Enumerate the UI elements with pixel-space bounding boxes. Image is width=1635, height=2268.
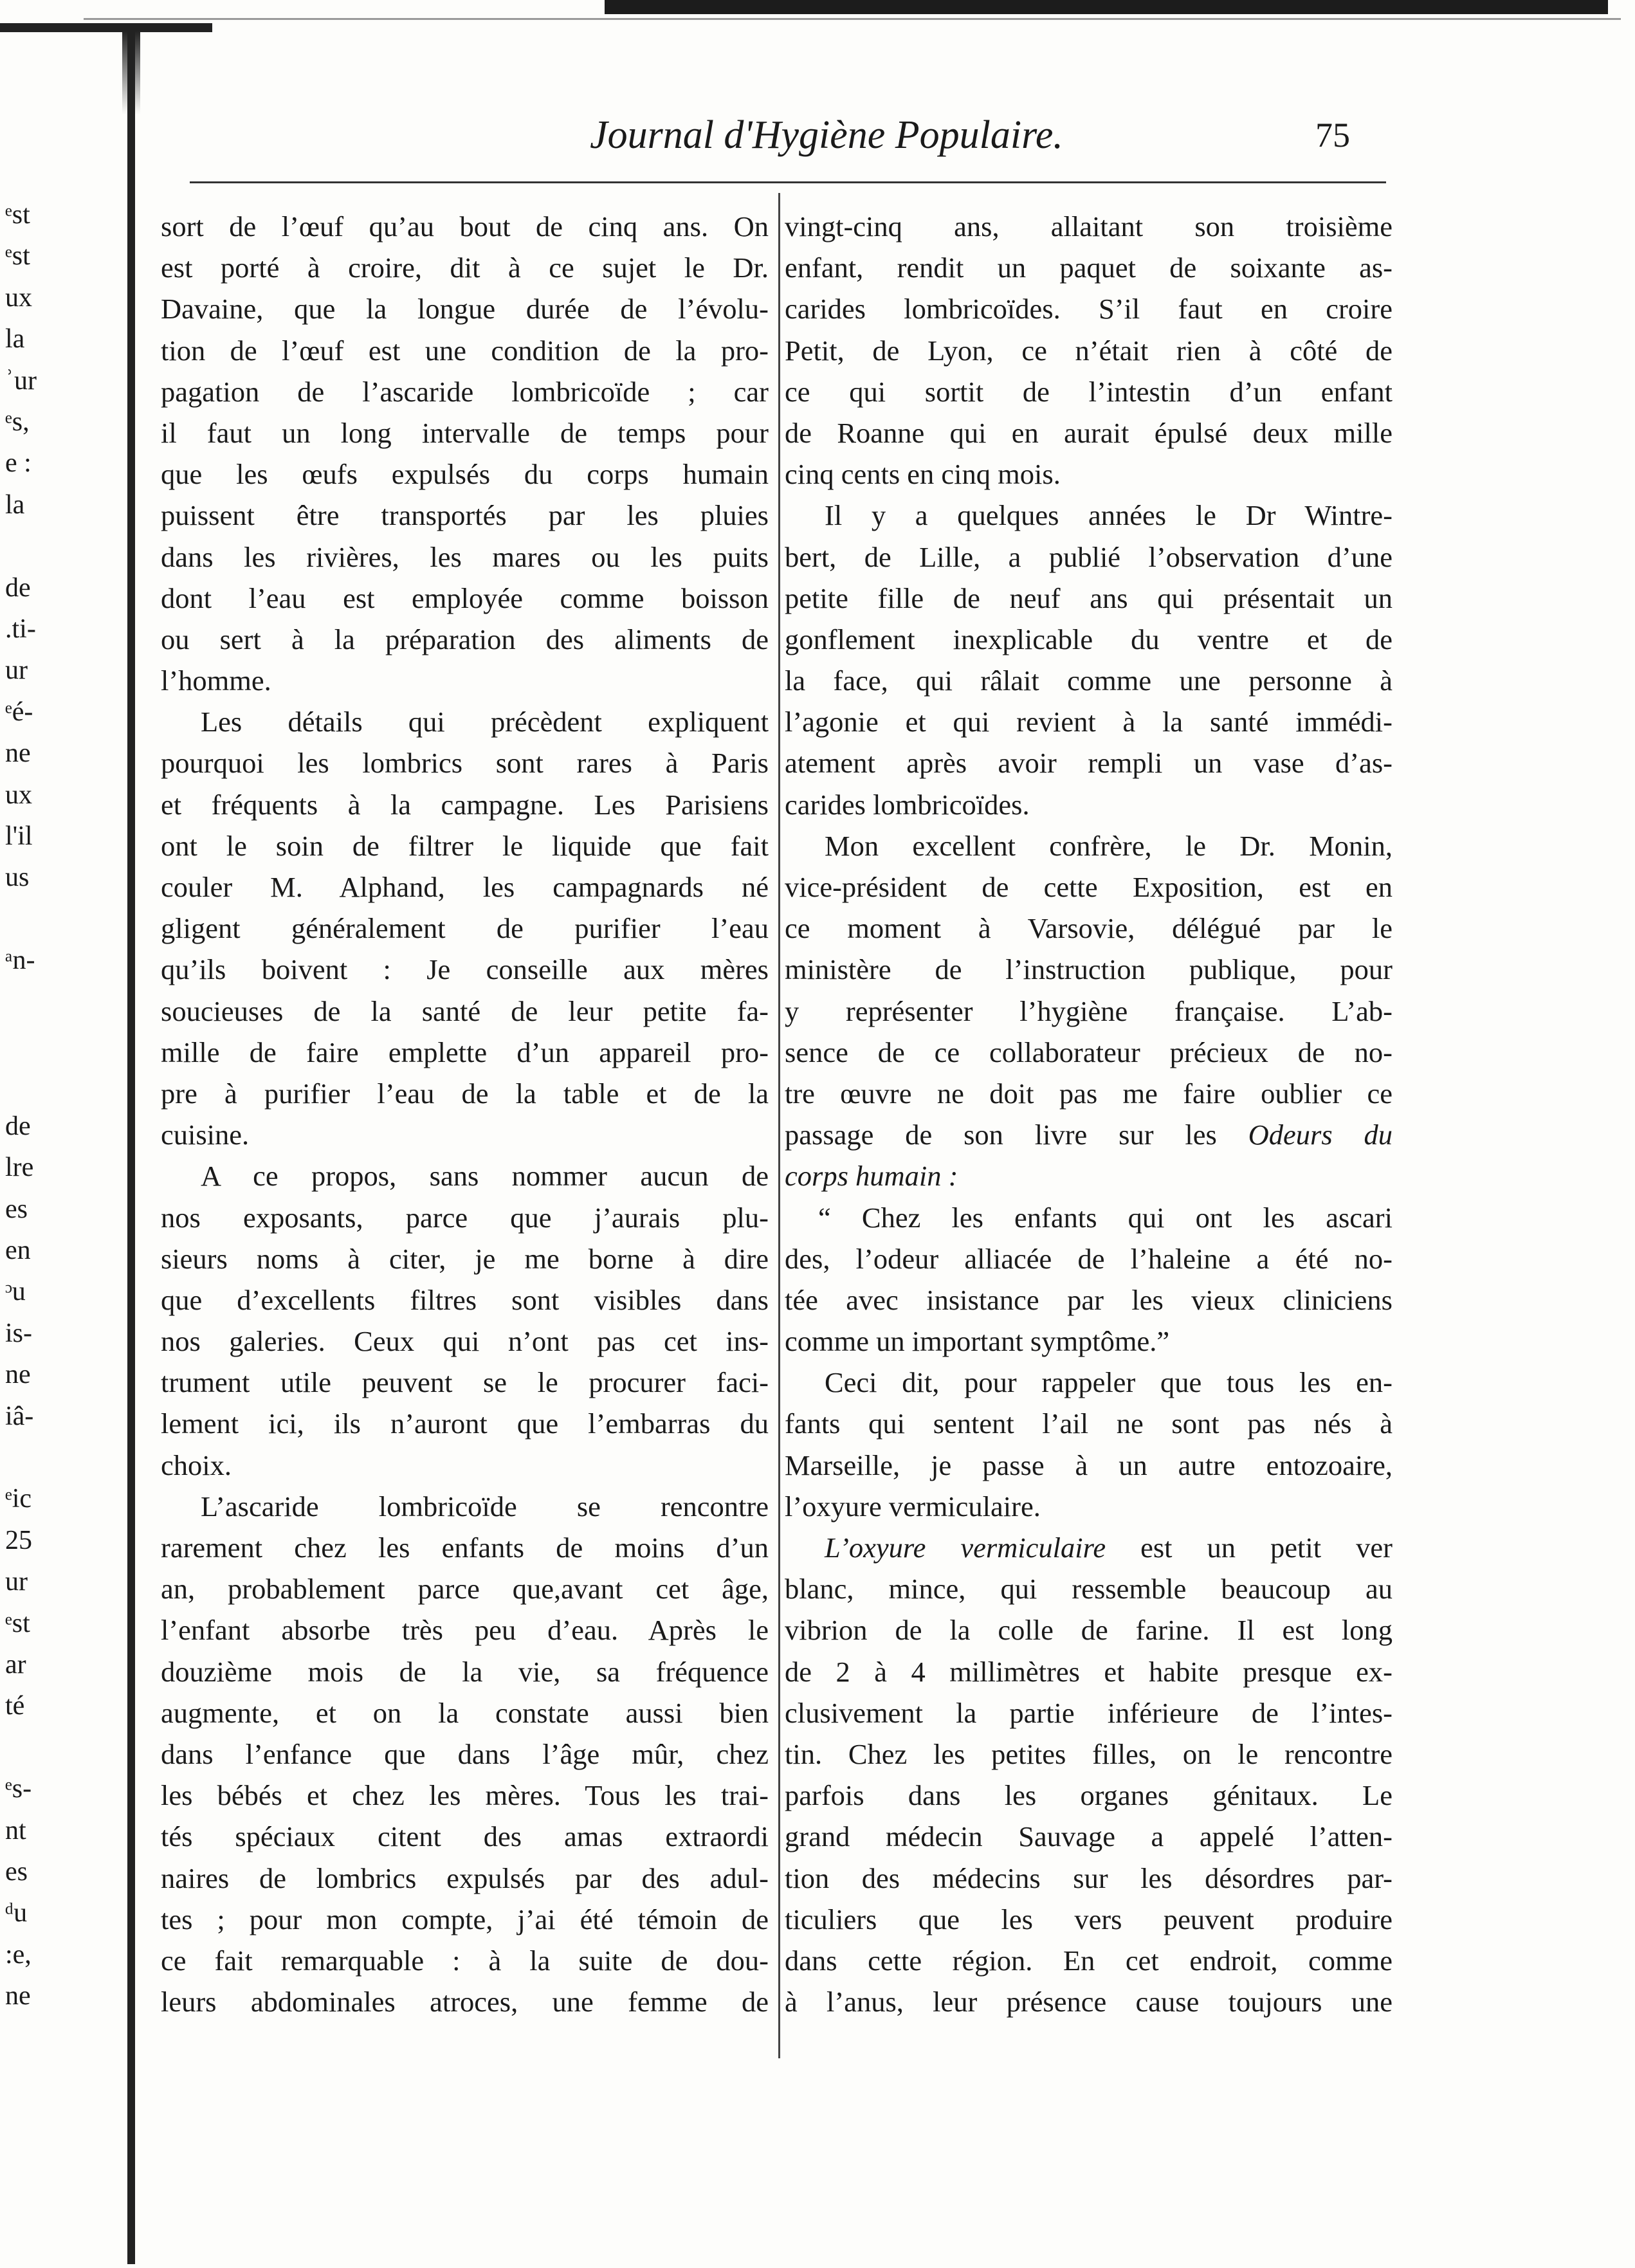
line-text: nos galeries. Ceux qui n’ont pas cet ins- — [161, 1325, 769, 1358]
text-line — [161, 1073, 769, 1114]
line-text: ministère de l’instruction publique, pour — [785, 953, 1393, 986]
text-line — [161, 412, 769, 453]
margin-fragment: de — [5, 1111, 31, 1141]
text-line — [161, 1692, 769, 1733]
margin-fragment: ux — [5, 282, 32, 313]
text-line — [161, 866, 769, 908]
line-text: leurs abdominales atroces, une femme de — [161, 1986, 769, 2018]
margin-fragment: l'il — [5, 821, 33, 851]
text-line — [785, 619, 1393, 660]
text-line — [785, 991, 1393, 1032]
line-text: il faut un long intervalle de temps pour — [161, 416, 769, 449]
line-text: vingt-cinq ans, allaitant son troisième — [785, 210, 1393, 242]
margin-fragment: ᵉst — [5, 241, 30, 271]
line-text: gligent généralement de purifier l’eau — [161, 912, 769, 945]
text-line — [785, 784, 1393, 825]
margin-fragment: ᵉs, — [5, 407, 30, 437]
left-column — [161, 206, 769, 2022]
right-column — [785, 206, 1393, 2022]
line-text: cuisine. — [161, 1119, 250, 1151]
text-line — [161, 825, 769, 866]
line-text: parfois dans les organes génitaux. Le — [785, 1779, 1393, 1812]
line-text: que les œufs expulsés du corps humain — [161, 458, 769, 491]
line-text: L’ascaride lombricoïde se rencontre — [201, 1490, 769, 1523]
text-line — [785, 288, 1393, 329]
margin-fragment: is- — [5, 1318, 32, 1348]
text-line — [161, 1032, 769, 1073]
text-line — [785, 412, 1393, 453]
text-line — [785, 371, 1393, 412]
line-text: an, probablement parce que,avant cet âge, — [161, 1573, 769, 1605]
line-text: l’enfant absorbe très peu d’eau. Après le — [161, 1614, 769, 1647]
margin-fragment: 25 — [5, 1525, 32, 1555]
line-text: sort de l’œuf qu’au bout de cinq ans. On — [161, 210, 769, 242]
text-line — [785, 1197, 1393, 1238]
text-line — [785, 1816, 1393, 1857]
text-line — [785, 536, 1393, 578]
margin-fragment: ᵓu — [5, 1277, 26, 1307]
line-text: ce qui sortit de l’intestin d’un enfant — [785, 375, 1393, 408]
line-text: de 2 à 4 millimètres et habite presque ex- — [785, 1655, 1393, 1688]
text-line — [785, 247, 1393, 288]
binding-spine — [127, 26, 135, 2264]
line-text: tion de l’œuf est une condition de la pro- — [161, 334, 769, 367]
line-text: fants qui sentent l’ail ne sont pas nés à — [785, 1407, 1393, 1440]
text-line — [161, 1403, 769, 1444]
line-text: choix. — [161, 1449, 232, 1481]
header-rule — [190, 181, 1386, 183]
line-text: nos exposants, parce que j’aurais plu- — [161, 1201, 769, 1234]
line-text: bert, de Lille, a publié l’observation d’une — [785, 540, 1393, 573]
margin-fragment: es — [5, 1857, 28, 1887]
text-line — [785, 1981, 1393, 2022]
margin-fragment: ar — [5, 1650, 26, 1679]
margin-fragment: ne — [5, 738, 31, 769]
line-text: grand médecin Sauvage a appelé l’atten- — [785, 1820, 1393, 1853]
text-line — [785, 908, 1393, 949]
text-line — [785, 742, 1393, 783]
margin-fragment: ᵃn- — [5, 946, 35, 976]
text-line — [785, 949, 1393, 990]
text-line — [785, 1651, 1393, 1692]
text-line — [785, 1321, 1393, 1362]
margin-fragment: lre — [5, 1153, 34, 1183]
italic-title: corps humain : — [785, 1160, 958, 1193]
line-text: mille de faire emplette d’un appareil pro- — [161, 1036, 769, 1068]
text-line — [161, 1238, 769, 1279]
line-text: ticuliers que les vers peuvent produire — [785, 1903, 1393, 1935]
text-line — [785, 206, 1393, 247]
text-line — [161, 1651, 769, 1692]
text-line — [785, 1114, 1393, 1155]
text-line — [785, 1858, 1393, 1899]
line-text: carides lombricoïdes. S’il faut en croire — [785, 293, 1393, 325]
line-text: blanc, mince, qui ressemble beaucoup au — [785, 1573, 1393, 1605]
line-text: tin. Chez les petites filles, on le rencontre — [785, 1737, 1393, 1770]
text-line — [785, 578, 1393, 619]
line-text: des, l’odeur alliacée de l’haleine a été no- — [785, 1242, 1393, 1275]
text-line — [161, 578, 769, 619]
line-text: Il y a quelques années le Dr Wintre- — [825, 499, 1393, 532]
line-text: trument utile peuvent se le procurer faci- — [161, 1366, 769, 1399]
line-text: douzième mois de la vie, sa fréquence — [161, 1655, 769, 1688]
line-text: les bébés et chez les mères. Tous les trai- — [161, 1779, 769, 1812]
line-text: tre œuvre ne doit pas me faire oublier ce — [785, 1077, 1393, 1110]
line-text: l’homme. — [161, 664, 271, 697]
margin-fragment: ne — [5, 1981, 31, 2011]
top-thin-rule — [84, 18, 1621, 20]
margin-fragment: la — [5, 324, 25, 354]
margin-fragment: té — [5, 1691, 25, 1721]
line-text: Marseille, je passe à un autre entozoaire, — [785, 1449, 1393, 1481]
margin-fragment: es — [5, 1194, 28, 1224]
italic-term: L’oxyure vermiculaire — [825, 1532, 1106, 1564]
line-text: vice-président de cette Exposition, est en — [785, 871, 1393, 903]
line-text: la face, qui râlait comme une personne à — [785, 664, 1393, 697]
line-text: passage de son livre sur les — [785, 1119, 1217, 1151]
text-line — [161, 1733, 769, 1775]
line-text: tion des médecins sur les désordres par- — [785, 1861, 1393, 1894]
text-line — [785, 660, 1393, 701]
text-line — [161, 991, 769, 1032]
margin-fragment: ʾur — [5, 365, 37, 396]
line-text: tés spéciaux citent des amas extraordi — [161, 1820, 769, 1853]
top-edge-rule — [605, 0, 1608, 14]
line-text: cinq cents en cinq mois. — [785, 458, 1061, 491]
line-text: dans l’enfance que dans l’âge mûr, chez — [161, 1737, 769, 1770]
text-line — [161, 1981, 769, 2022]
line-text: Mon excellent confrère, le Dr. Monin, — [825, 829, 1393, 862]
text-line — [161, 536, 769, 578]
text-line — [161, 1940, 769, 1981]
text-line — [785, 1486, 1393, 1527]
text-line — [161, 949, 769, 990]
line-text: enfant, rendit un paquet de soixante as- — [785, 251, 1393, 284]
line-text: carides lombricoïdes. — [785, 788, 1030, 821]
text-line — [161, 619, 769, 660]
text-line — [785, 1279, 1393, 1321]
line-text: ce fait remarquable : à la suite de dou- — [161, 1944, 769, 1977]
column-divider — [778, 193, 780, 2058]
margin-fragment: ur — [5, 1567, 28, 1597]
margin-fragment: de — [5, 572, 31, 603]
margin-fragment: ux — [5, 780, 32, 810]
line-text: dans les rivières, les mares ou les puits — [161, 540, 769, 573]
text-line — [785, 1568, 1393, 1609]
line-text: et fréquents à la campagne. Les Parisiens — [161, 788, 769, 821]
margin-fragment: .ti- — [5, 614, 36, 644]
line-text: couler M. Alphand, les campagnards né — [161, 871, 769, 903]
line-text: Ceci dit, pour rappeler que tous les en- — [825, 1366, 1393, 1399]
line-text: petite fille de neuf ans qui présentait un — [785, 581, 1393, 614]
text-line — [161, 742, 769, 783]
line-text: Petit, de Lyon, ce n’était rien à côté de — [785, 334, 1393, 367]
text-line — [161, 495, 769, 536]
text-line — [161, 453, 769, 495]
margin-fragment: ᵉst — [5, 1608, 30, 1638]
text-line — [785, 1238, 1393, 1279]
line-text: l’agonie et qui revient à la santé immédi- — [785, 706, 1393, 738]
margin-fragment: ᵉst — [5, 200, 30, 230]
line-text: qu’ils boivent : Je conseille aux mères — [161, 953, 769, 986]
line-text: pre à purifier l’eau de la table et de la — [161, 1077, 769, 1110]
text-line — [785, 1155, 1393, 1196]
text-line — [785, 1032, 1393, 1073]
line-text: dans cette région. En cet endroit, comme — [785, 1944, 1393, 1977]
line-text: vibrion de la colle de farine. Il est long — [785, 1614, 1393, 1647]
running-header — [148, 113, 1563, 170]
line-text: rarement chez les enfants de moins d’un — [161, 1532, 769, 1564]
line-text: naires de lombrics expulsés par des adul- — [161, 1861, 769, 1894]
text-line — [161, 1279, 769, 1321]
text-line — [161, 1155, 769, 1196]
italic-title: Odeurs du — [1248, 1119, 1393, 1151]
text-line — [161, 1362, 769, 1403]
line-text: atement après avoir rempli un vase d’as- — [785, 747, 1393, 780]
line-text: “ Chez les enfants qui ont les ascari — [818, 1201, 1393, 1234]
text-line — [785, 1733, 1393, 1775]
margin-fragment: us — [5, 863, 30, 893]
text-line — [161, 1114, 769, 1155]
margin-fragment: ne — [5, 1360, 31, 1390]
text-line — [161, 1527, 769, 1568]
text-line — [161, 1858, 769, 1899]
text-line — [785, 1899, 1393, 1940]
text-line — [785, 1362, 1393, 1403]
line-text: dont l’eau est employée comme boisson — [161, 581, 769, 614]
text-line — [785, 701, 1393, 742]
margin-fragment: e : — [5, 448, 32, 479]
text-line — [161, 1609, 769, 1651]
text-line — [161, 371, 769, 412]
text-line — [161, 1775, 769, 1816]
text-line — [161, 908, 769, 949]
text-line — [785, 1527, 1393, 1568]
line-text: est porté à croire, dit à ce sujet le Dr. — [161, 251, 769, 284]
line-text: l’oxyure vermiculaire. — [785, 1490, 1041, 1523]
line-text: puissent être transportés par les pluies — [161, 499, 769, 532]
line-text: ont le soin de filtrer le liquide que fait — [161, 829, 769, 862]
text-line — [785, 1940, 1393, 1981]
text-line — [161, 784, 769, 825]
text-line — [161, 1816, 769, 1857]
text-line — [161, 206, 769, 247]
text-line — [161, 1486, 769, 1527]
line-text: A ce propos, sans nommer aucun de — [201, 1160, 769, 1193]
margin-fragment: ᵉé- — [5, 697, 33, 727]
line-text: de Roanne qui en aurait épulsé deux mille — [785, 416, 1393, 449]
text-line — [785, 1445, 1393, 1486]
text-line — [161, 701, 769, 742]
text-line — [161, 330, 769, 371]
text-line — [161, 288, 769, 329]
text-line — [785, 1073, 1393, 1114]
text-line — [785, 1692, 1393, 1733]
previous-page-margin-fragments — [0, 0, 77, 2268]
line-text: Davaine, que la longue durée de l’évolu- — [161, 293, 769, 325]
text-line — [161, 1899, 769, 1940]
page-number: 75 — [1315, 116, 1350, 154]
text-line — [785, 330, 1393, 371]
text-line — [785, 866, 1393, 908]
margin-fragment: ᵉic — [5, 1484, 32, 1514]
text-line — [785, 453, 1393, 495]
line-text: comme un important symptôme.” — [785, 1325, 1170, 1358]
text-line — [161, 660, 769, 701]
text-line — [161, 1197, 769, 1238]
line-text: que d’excellents filtres sont visibles dans — [161, 1283, 769, 1316]
margin-fragment: ᵈu — [5, 1898, 28, 1928]
line-text: à l’anus, leur présence cause toujours une — [785, 1986, 1393, 2018]
line-text: ou sert à la préparation des aliments de — [161, 623, 769, 655]
text-line — [785, 825, 1393, 866]
line-text: tes ; pour mon compte, j’ai été témoin de — [161, 1903, 769, 1935]
text-line — [785, 1403, 1393, 1444]
line-text: soucieuses de la santé de leur petite fa- — [161, 994, 769, 1027]
margin-fragment: ᵉs- — [5, 1774, 32, 1804]
margin-fragment: :e, — [5, 1939, 32, 1970]
line-text: sieurs noms à citer, je me borne à dire — [161, 1242, 769, 1275]
line-text: ce moment à Varsovie, délégué par le — [785, 912, 1393, 945]
line-text: pagation de l’ascaride lombricoïde ; car — [161, 375, 769, 408]
text-line — [161, 1445, 769, 1486]
line-text: y représenter l’hygiène française. L’ab- — [785, 994, 1393, 1027]
line-text: tée avec insistance par les vieux cliniciens — [785, 1283, 1393, 1316]
line-text: clusivement la partie inférieure de l’intes- — [785, 1696, 1393, 1729]
margin-fragment: la — [5, 489, 25, 520]
line-text: augmente, et on la constate aussi bien — [161, 1696, 769, 1729]
text-line — [785, 495, 1393, 536]
text-line — [161, 247, 769, 288]
line-text: Les détails qui précèdent expliquent — [201, 706, 769, 738]
text-line — [161, 1568, 769, 1609]
text-line — [161, 1321, 769, 1362]
margin-fragment: nt — [5, 1815, 26, 1845]
line-text: sence de ce collaborateur précieux de no- — [785, 1036, 1393, 1068]
line-tail: est un petit ver — [1106, 1532, 1393, 1564]
journal-title: Journal d'Hygiène Populaire. — [590, 113, 1063, 157]
margin-fragment: iâ- — [5, 1401, 34, 1431]
line-text: lement ici, ils n’auront que l’embarras du — [161, 1407, 769, 1440]
margin-fragment: ur — [5, 655, 28, 686]
text-line — [785, 1609, 1393, 1651]
margin-fragment: en — [5, 1236, 31, 1265]
text-line — [785, 1775, 1393, 1816]
line-text: gonflement inexplicable du ventre et de — [785, 623, 1393, 655]
line-text: pourquoi les lombrics sont rares à Paris — [161, 747, 769, 780]
